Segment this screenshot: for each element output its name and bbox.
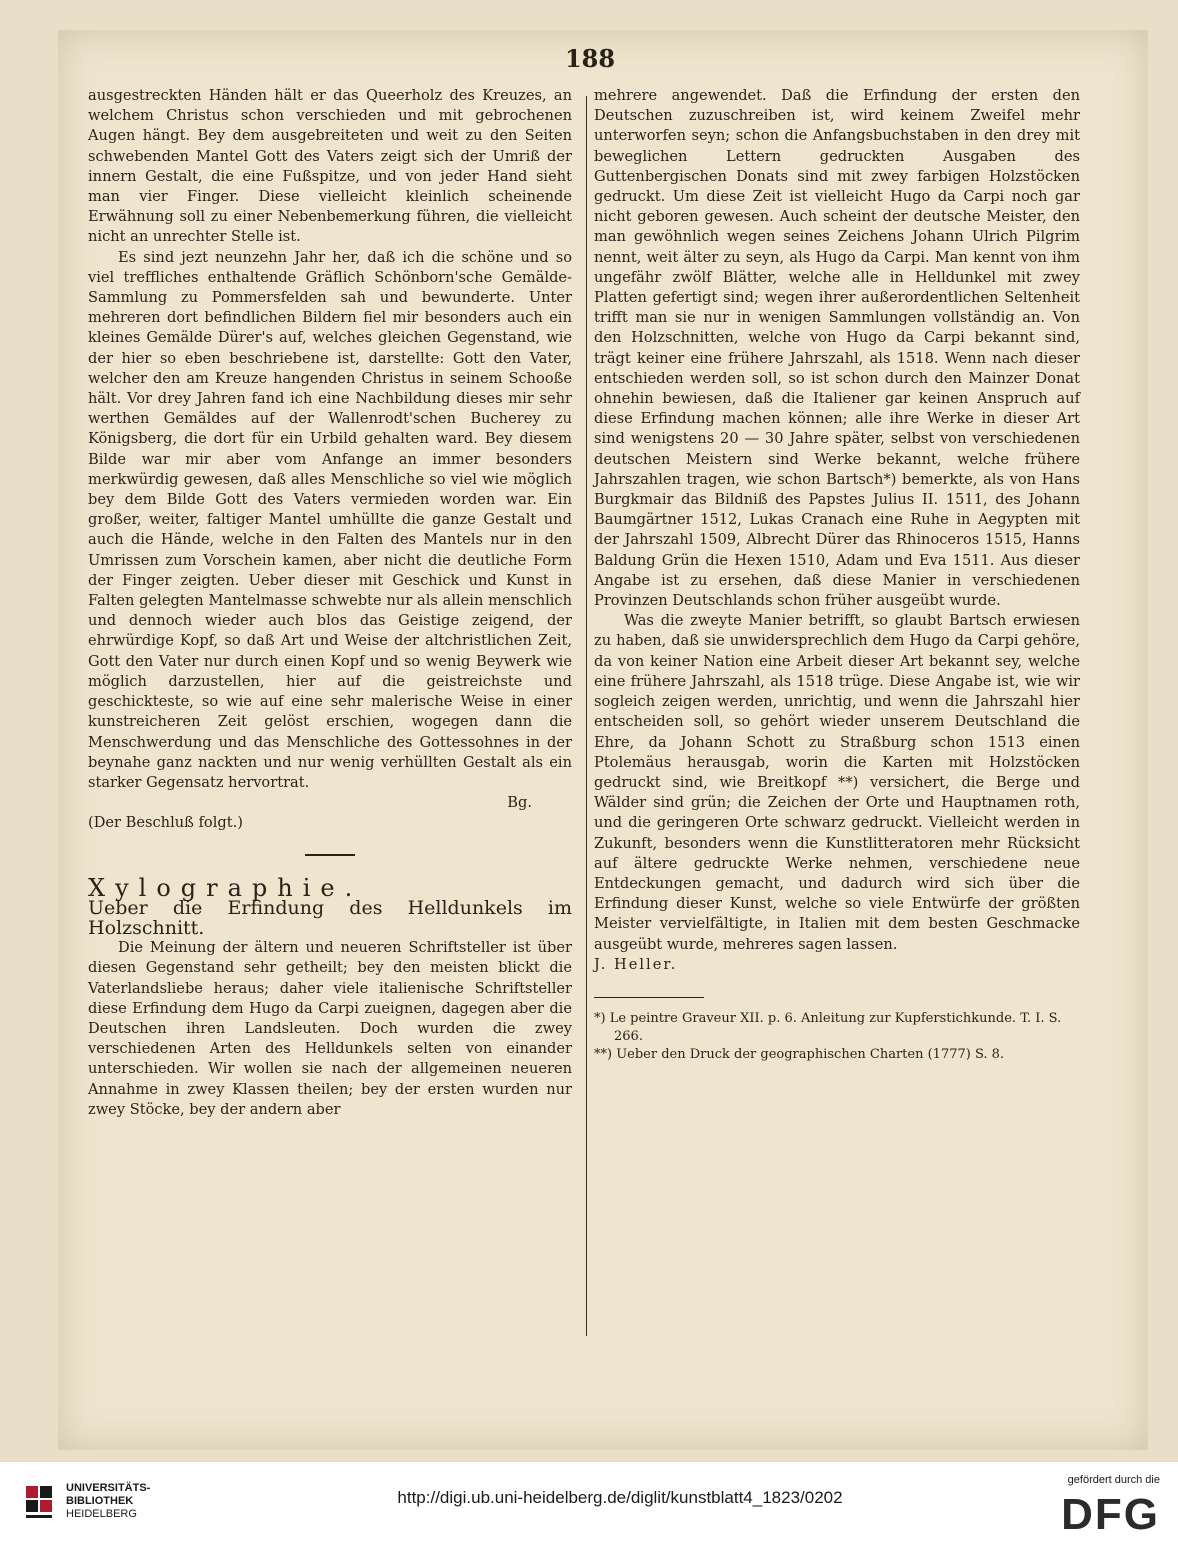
footer-bar [0,1462,1178,1548]
column-divider [586,96,587,1336]
right-paragraph-1: mehrere angewendet. Daß die Erfindung der ersten den Deutschen zuzuschreiben ist, wird keinem Zweifel mehr unterworfen seyn; schon die Anfangsbuchstaben in den drey mit beweglichen Lettern gedruckten Ausgaben des Guttenbergischen Donats sind mit zwey farbigen Holzstöcken gedruckt. Um diese Zeit ist vielleicht Hugo da Carpi noch gar nicht geboren gewesen. Auch scheint der deutsche Meister, den man gewöhnlich wegen seines Zeichens Johann Ulrich Pilgrim nennt, weit älter zu seyn, als Hugo da Carpi. Man kennt von ihm ungefähr zwölf Blätter, welche alle in Helldunkel mit zwey Platten gefertigt sind; wegen ihrer außerordentlichen Seltenheit trifft man sie nur in wenigen Sammlungen vollständig an. Von den Holzschnitten, welche von Hugo da Carpi bekannt sind, trägt keiner eine frühere Jahrszahl, als 1518. Wenn nach dieser entschieden werden soll, so ist schon durch den Mainzer Donat ohnehin bewiesen, daß die Italiener gar keinen Anspruch auf diese Erfindung machen können; alle ihre Werke in dieser Art sind wenigstens 20 — 30 Jahre später, selbst von verschiedenen deutschen Meistern sind Werke bekannt, welche frühere Jahrszahlen tragen, wie schon Bartsch*) bemerkte, als von Hans Burgkmair das Bildniß des Papstes Julius II. 1511, des Johann Baumgärtner 1512, Lukas Cranach eine Ruhe in Aegypten mit der Jahrszahl 1509, Albrecht Dürer das Rhinoceros 1515, Hanns Baldung Grün die Hexen 1510, Adam und Eva 1511. Aus dieser Angabe ist zu ersehen, daß diese Manier in verschiedenen Provinzen Deutschlands schon früher ausgeübt wurde. [594,87,1080,610]
left-paragraph-1: ausgestreckten Händen hält er das Queerholz des Kreuzes, an welchem Christus schon verschieden und mit gebrochenen Augen hängt. Bey dem ausgebreiteten und weit zu den Seiten schwebenden Mantel Gott des Vaters zeigt sich der Umriß der innern Gestalt, die eine Fußspitze, und von jeder Hand sieht man vier Finger. Diese vielleicht kleinlich scheinende Erwähnung soll zu einer Nebenbemerkung führen, die vielleicht nicht an unrechter Stelle ist. [88,87,572,246]
right-column [594,86,1080,1064]
library-name-line-2: BIBLIOTHEK [66,1495,134,1507]
left-paragraph-3: Die Meinung der ältern und neueren Schriftsteller ist über diesen Gegenstand sehr getheilt; bey den meisten blickt die Vaterlandsliebe heraus; daher viele italienische Schriftsteller diese Erfindung dem Hugo da Carpi zueignen, dagegen aber die Deutschen ihren Landsleuten. Doch wurden die zwey verschiedenen Arten des Helldunkels selten von einander unterschieden. Wir wollen sie nach der allgemeinen neueren Annahme in zwey Klassen theilen; bey der ersten wurden nur zwey Stöcke, bey der andern aber [88,939,572,1118]
library-name [66,1482,150,1521]
footnote-2: **) Ueber den Druck der geographischen Charten (1777) S. 8. [594,1046,1005,1062]
footnote-1: *) Le peintre Graveur XII. p. 6. Anleitung zur Kupferstichkunde. T. I. S. 266. [594,1010,1062,1044]
funded-by-label: gefördert durch die [1067,1474,1160,1486]
article-title: Ueber die Erfindung des Helldunkels im Holzschnitt. [88,896,572,939]
page-number: 188 [564,44,616,73]
signature-heller: J. Heller. [594,955,678,973]
dfg-logo[interactable]: DFG [1061,1490,1160,1539]
university-library-logo-icon[interactable] [22,1482,56,1522]
permalink-url[interactable]: http://digi.ub.uni-heidelberg.de/diglit/kunstblatt4_1823/0202 [397,1488,843,1507]
to-be-continued: (Der Beschluß folgt.) [88,814,243,832]
left-paragraph-2: Es sind jezt neunzehn Jahr her, daß ich die schöne und so viel treffliches enthaltende Gräflich Schönborn'sche Gemälde-Sammlung zu Pommersfelden sah und bewunderte. Unter mehreren dort befindlichen Bildern fiel mir besonders auch ein kleines Gemälde Dürer's auf, welches gleichen Gegenstand, wie der hier so eben beschriebene ist, darstellte: Gott den Vater, welcher den am Kreuze hangenden Christus in seinem Schooße hält. Vor drey Jahren fand ich eine Nachbildung dieses mir sehr werthen Gemäldes auf der Wallenrodt'schen Bucherey zu Königsberg, die dort für ein Urbild gehalten ward. Bey diesem Bilde war mir aber vom Anfange an immer besonders merkwürdig gewesen, daß alles Menschliche so viel wie möglich bey dem Bilde Gott des Vaters vermieden worden war. Ein großer, weiter, faltiger Mantel umhüllte die ganze Gestalt und auch die Hände, welche in den Falten des Mantels nur in den Umrissen zum Vorschein kamen, aber nicht die deutliche Form der Finger zeigten. Ueber dieser mit Geschick und Kunst in Falten gelegten Mantelmasse schwebte nur als allein menschlich und dennoch wieder auch blos das Geistige zeigend, der ehrwürdige Kopf, so daß Art und Weise der altchristlichen Zeit, Gott den Vater nur durch einen Kopf und so wenig Beywerk wie möglich darzustellen, hier auf die geistreichste und geschickteste, so wie auf eine sehr malerische Weise in einer kunstreicheren Zeit gelöst erschien, wogegen dann die Menschwerdung und das Menschliche des Gottessohnes in der beynahe ganz nackten und nur wenig verhüllten Gestalt als ein starker Gegensatz hervortrat. [88,248,572,791]
library-name-line-1: UNIVERSITÄTS- [66,1482,151,1494]
footnote-rule [594,997,704,998]
library-name-line-3: HEIDELBERG [66,1508,137,1520]
signature-bg: Bg. [507,794,532,812]
section-rule [305,854,355,856]
right-paragraph-2: Was die zweyte Manier betrifft, so glaubt Bartsch erwiesen zu haben, daß sie unwidersprechlich dem Hugo da Carpi gehöre, da von keiner Nation eine Arbeit dieser Art bekannt sey, welche eine frühere Jahrszahl, als 1518 trüge. Diese Angabe ist, wie wir sogleich zeigen werden, unrichtig, und wenn die Jahrszahl hier entscheiden soll, so gehört wieder unserem Deutschland die Ehre, da Johann Schott zu Straßburg schon 1513 einen Ptolemäus herausgab, worin die Karten mit Holzstöcken gedruckt sind, wie Breitkopf **) versichert, die Berge und Wälder sind grün; die Zeichen der Orte und Hauptnamen roth, und die geringeren Orte schwarz gedruckt. Vielleicht werden in Zukunft, besonders wenn die Kunstlitteratoren mehr Rücksicht auf ältere gedruckte Werke nehmen, verschiedene neue Entdeckungen gemacht, und dadurch wird sich über die Erfindung dieser Kunst, welche so viele Entwürfe der größten Meister vervielfältigte, in Italien mit dem besten Geschmacke ausgeübt wurde, mehreres sagen lassen. [594,612,1080,953]
left-signoff [88,793,572,813]
left-column [88,86,572,1120]
section-title: Xylographie. [88,873,363,902]
